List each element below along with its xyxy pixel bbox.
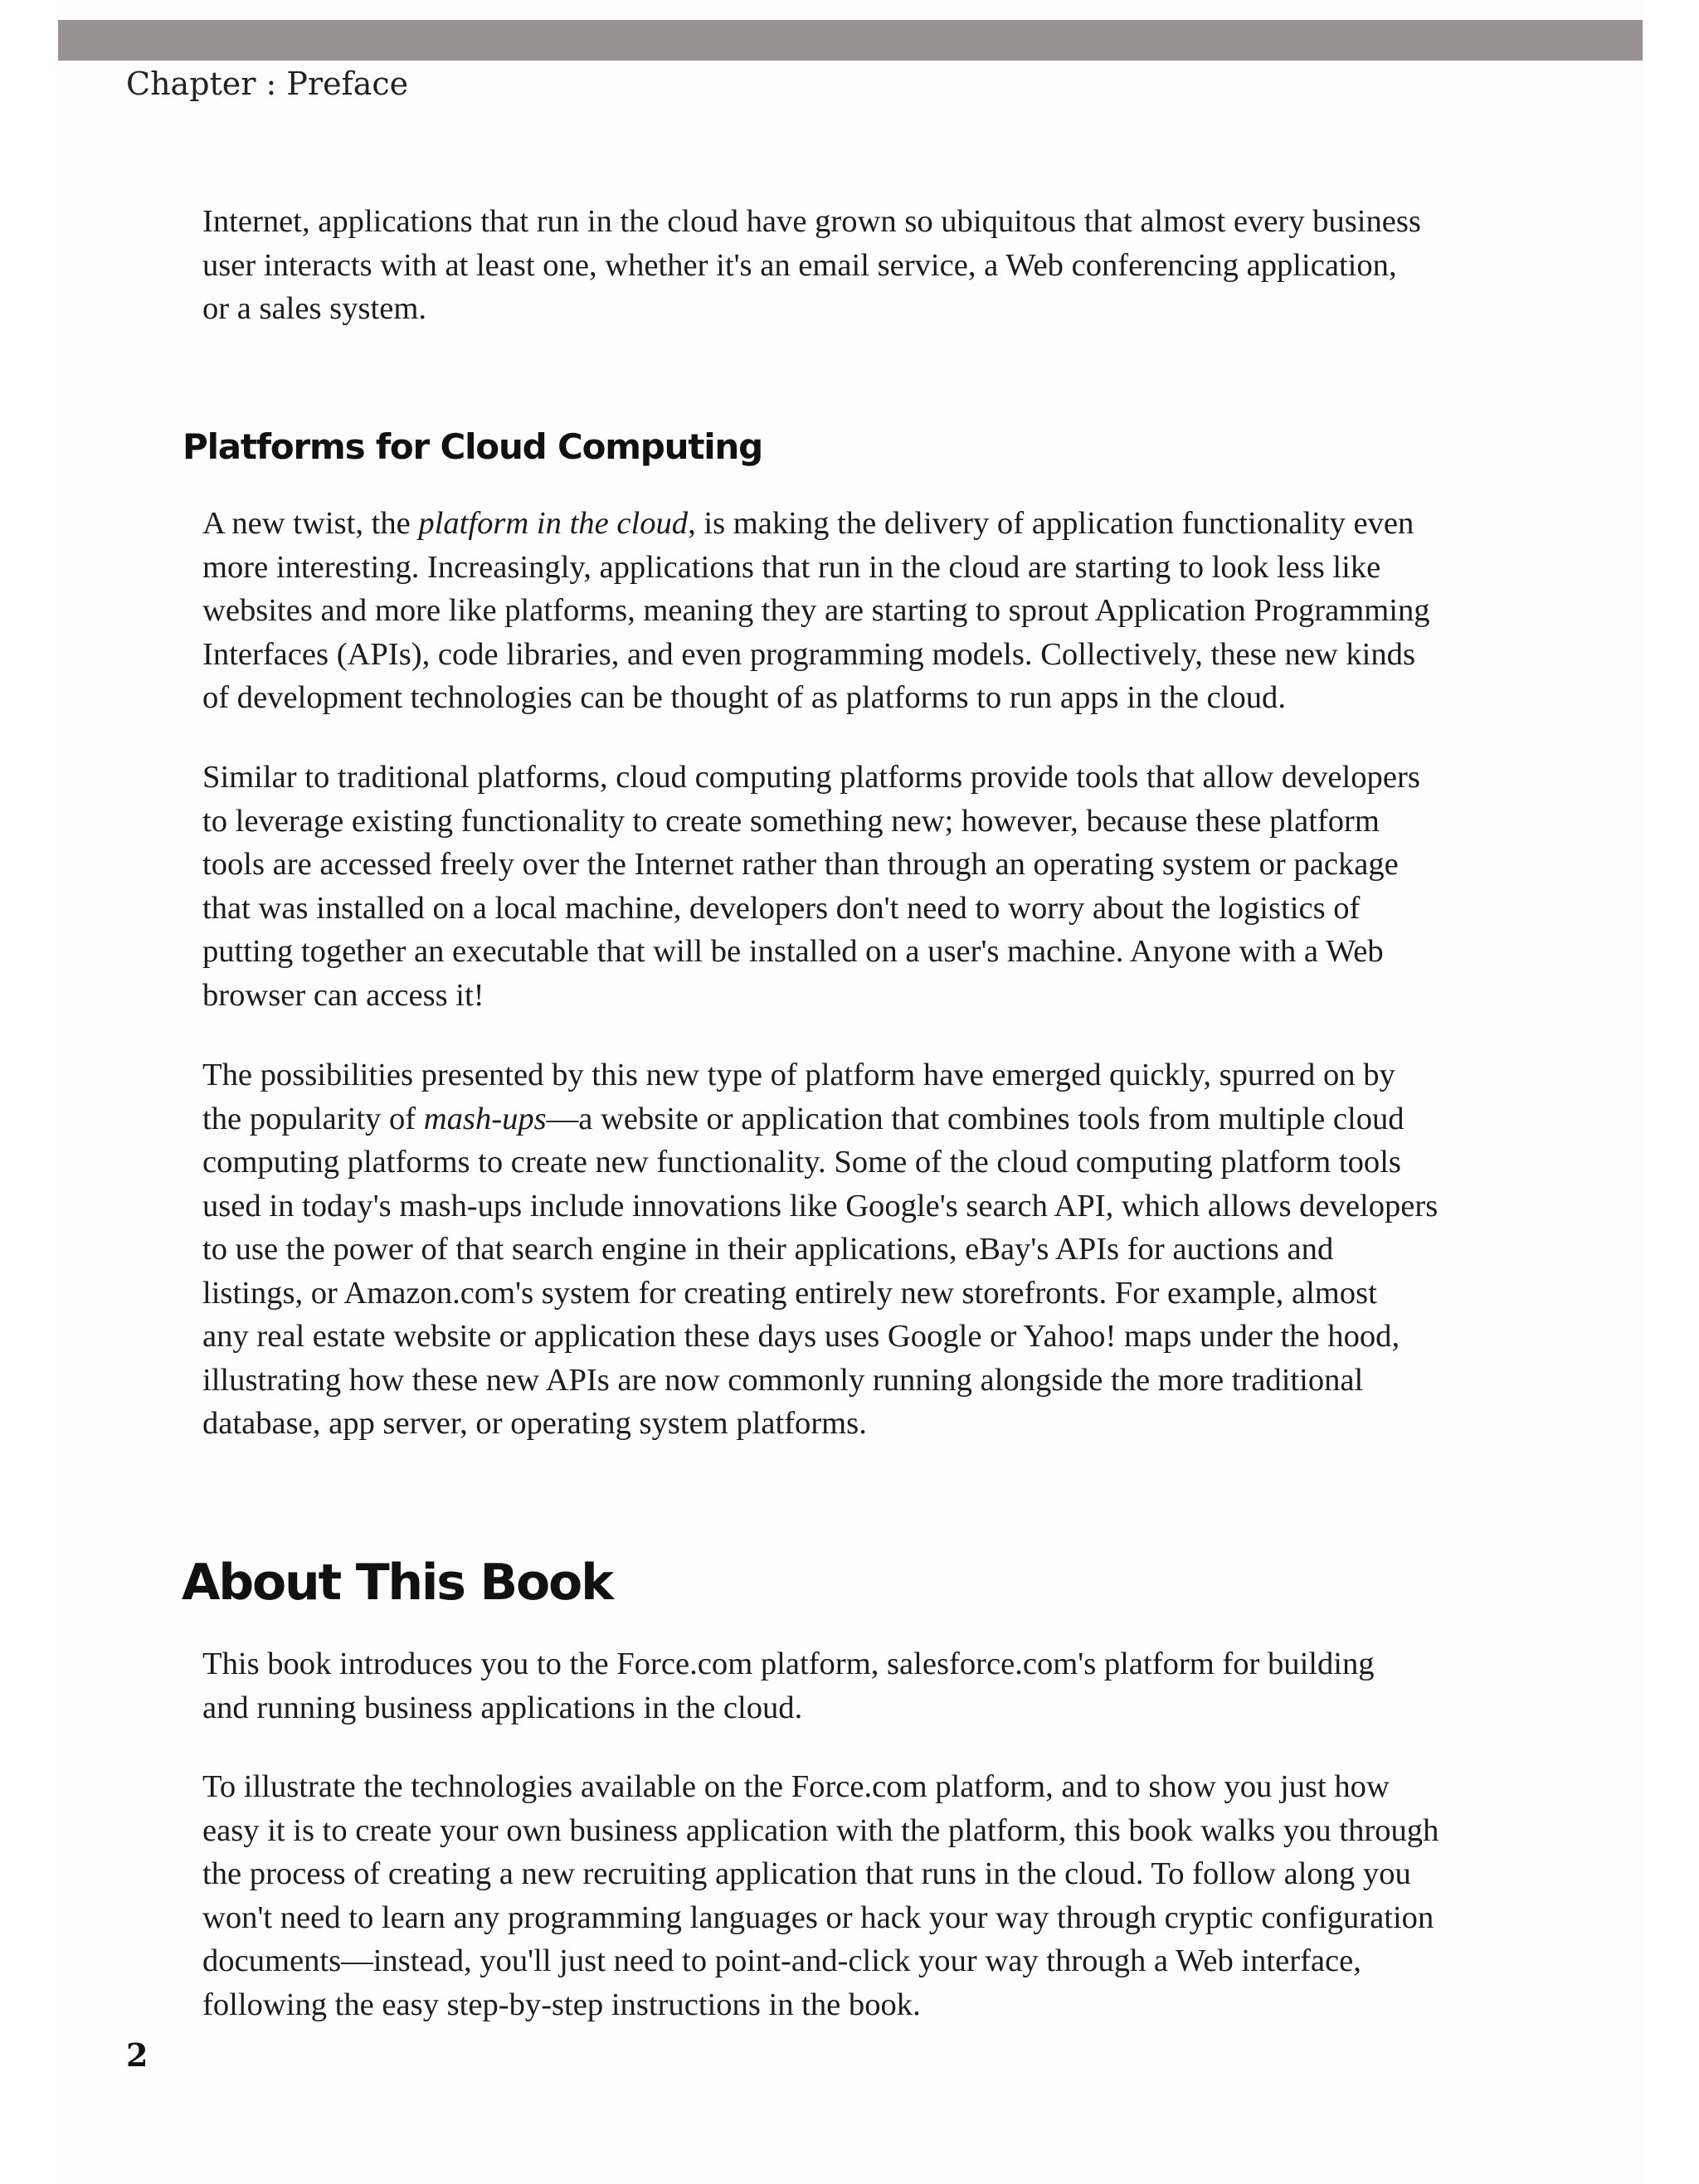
- platforms-paragraph-3: [202, 1053, 1517, 1446]
- platforms-p3-lead: The possibilities presented by this new type of platform have emerged quickly, spurred on by the popularity of: [202, 1058, 1395, 1136]
- platforms-p1-rest: , is making the delivery of application functionality even more interesting. Increasingly, applications that run in the cloud are starting to look less like websites and more like platforms, meaning they are starting to sprout Application Programming Interfaces (APIs), code libraries, and even programming models. Collectively, these new kinds of development technologies can be thought of as platforms to run apps in the cloud.: [202, 506, 1430, 715]
- section-heading-about: About This Book: [182, 1554, 612, 1612]
- intro-paragraph: Internet, applications that run in the cloud have grown so ubiquitous that almost every business user interacts with at least one, whether it's an email service, a Web conferencing application, or a sales system.: [202, 204, 1421, 326]
- book-page: [56, 0, 1643, 2184]
- platforms-p3-emphasis: mash-ups: [423, 1101, 547, 1136]
- header-bar: [58, 20, 1643, 61]
- about-paragraph-2: To illustrate the technologies available on the Force.com platform, and to show you just how easy it is to create your own business application with the platform, this book walks you through the process of creating a new recruiting application that runs in the cloud. To follow along you won't need to learn any programming languages or hack your way through cryptic configuration documents—instead, you'll just need to point-and-click your way through a Web interface, following the easy step-by-step instructions in the book.: [202, 1769, 1439, 2022]
- platforms-paragraph-1: [202, 502, 1517, 720]
- running-head: Chapter : Preface: [126, 66, 409, 102]
- section-heading-platforms: Platforms for Cloud Computing: [183, 426, 762, 467]
- platforms-p3-rest: —a website or application that combines tools from multiple cloud computing platforms to create new functionality. Some of the cloud computing platform tools used in today's mash-ups include innovations like Google's search API, which allows developers to use the power of that search engine in their applications, eBay's APIs for auctions and listings, or Amazon.com's system for creating entirely new storefronts. For example, almost any real estate website or application these days uses Google or Yahoo! maps under the hood, illustrating how these new APIs are now commonly running alongside the more traditional database, app server, or operating system platforms.: [202, 1101, 1439, 1441]
- platforms-p1-emphasis: platform in the cloud: [418, 506, 689, 541]
- platforms-paragraph-2: Similar to traditional platforms, cloud computing platforms provide tools that allow developers to leverage existing functionality to create something new; however, because these platform tools are accessed freely over the Internet rather than through an operating system or package that was installed on a local machine, developers don't need to worry about the logistics of putting together an executable that will be installed on a user's machine. Anyone with a Web browser can access it!: [202, 760, 1420, 1013]
- page-number: 2: [126, 2036, 148, 2074]
- platforms-p1-lead: A new twist, the: [202, 506, 419, 541]
- about-paragraph-1: This book introduces you to the Force.com platform, salesforce.com's platform for building and running business applications in the cloud.: [202, 1647, 1375, 1725]
